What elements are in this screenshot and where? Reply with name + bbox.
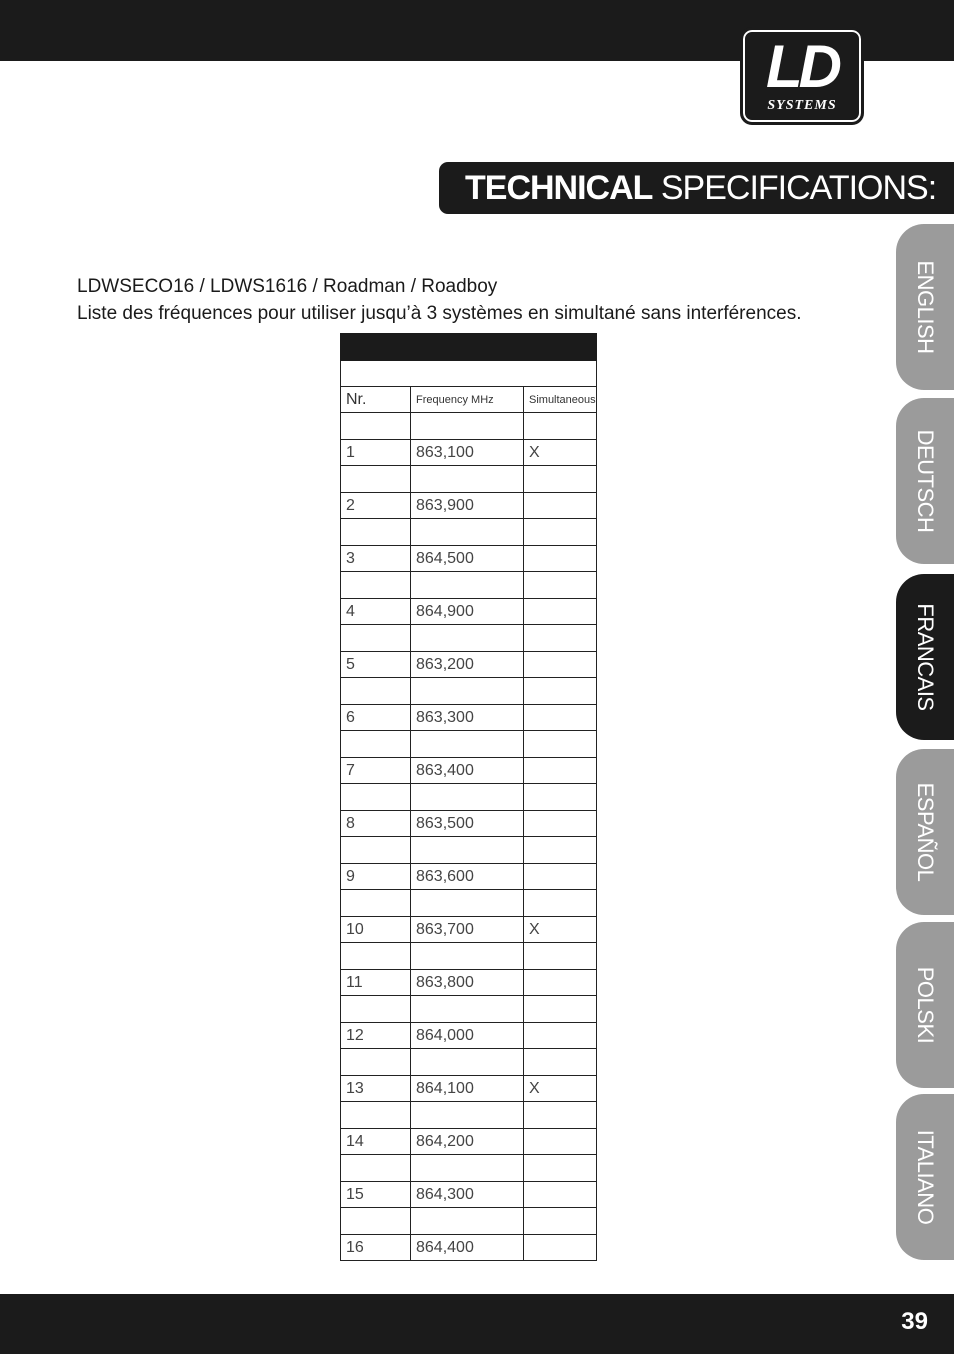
table-row [341,1076,597,1102]
section-title-light: SPECIFICATIONS: [652,169,937,207]
section-title-banner [439,162,954,214]
language-tab-deutsch[interactable] [896,398,954,564]
cell-simultaneous [524,1182,597,1208]
cell-frequency: 864,000 [411,1023,524,1049]
cell-simultaneous: X [524,1076,597,1102]
language-tab-label: ENGLISH [913,260,938,354]
cell-nr: 11 [341,970,411,996]
cell-frequency: 863,500 [411,811,524,837]
frequency-table [340,333,597,1261]
cell-simultaneous [524,546,597,572]
table-row [341,970,597,996]
cell-simultaneous [524,864,597,890]
cell-simultaneous [524,1129,597,1155]
section-title-bold: TECHNICAL [465,169,653,207]
table-spacer-row [341,1102,597,1129]
table-spacer-row [341,466,597,493]
cell-simultaneous [524,1235,597,1261]
table-spacer-row [341,519,597,546]
cell-nr: 1 [341,440,411,466]
cell-simultaneous [524,811,597,837]
table-spacer-row [341,731,597,758]
table-row [341,705,597,731]
cell-frequency: 863,100 [411,440,524,466]
cell-nr: 4 [341,599,411,625]
cell-frequency: 863,600 [411,864,524,890]
cell-frequency: 864,900 [411,599,524,625]
language-tab-label: FRANCAIS [913,603,938,711]
cell-frequency: 863,200 [411,652,524,678]
table-spacer-row [341,1208,597,1235]
cell-nr: 9 [341,864,411,890]
table-header-blank [341,361,597,387]
table-row [341,1129,597,1155]
table-spacer-row [341,1155,597,1182]
cell-nr: 7 [341,758,411,784]
table-spacer-row [341,413,597,440]
table-spacer-row [341,678,597,705]
language-tab-español[interactable] [896,749,954,915]
table-spacer-row [341,837,597,864]
language-tab-label: ITALIANO [913,1129,938,1225]
cell-nr: 2 [341,493,411,519]
cell-nr: 15 [341,1182,411,1208]
frequency-note: Liste des fréquences pour utiliser jusqu’à 3 systèmes en simultané sans interférences. [77,303,802,324]
cell-frequency: 863,900 [411,493,524,519]
cell-frequency: 863,400 [411,758,524,784]
cell-nr: 8 [341,811,411,837]
table-row [341,864,597,890]
cell-frequency: 864,100 [411,1076,524,1102]
table-spacer-row [341,572,597,599]
table-header-bar [341,334,597,361]
logo-main-text: LD [766,33,838,100]
product-list: LDWSECO16 / LDWS1616 / Roadman / Roadboy [77,276,498,297]
table-row [341,811,597,837]
cell-simultaneous: X [524,440,597,466]
cell-frequency: 864,400 [411,1235,524,1261]
language-tab-label: POLSKI [913,966,938,1044]
table-row [341,1235,597,1261]
table-row [341,652,597,678]
table-row [341,758,597,784]
cell-simultaneous [524,652,597,678]
cell-frequency: 864,300 [411,1182,524,1208]
cell-simultaneous [524,758,597,784]
table-row [341,546,597,572]
table-column-headers [341,387,597,413]
table-spacer-row [341,943,597,970]
logo-sub-text: SYSTEMS [767,98,837,113]
table-spacer-row [341,784,597,811]
cell-frequency: 863,300 [411,705,524,731]
table-row [341,493,597,519]
table-spacer-row [341,996,597,1023]
cell-nr: 12 [341,1023,411,1049]
language-tab-label: ESPAÑOL [913,782,938,882]
col-header-simultaneous: Simultaneous [524,387,597,413]
cell-nr: 6 [341,705,411,731]
cell-frequency: 863,700 [411,917,524,943]
table-spacer-row [341,890,597,917]
table-row [341,1182,597,1208]
cell-nr: 14 [341,1129,411,1155]
ld-systems-logo [740,27,864,125]
table-spacer-row [341,625,597,652]
cell-simultaneous: X [524,917,597,943]
language-tab-label: DEUTSCH [913,429,938,533]
col-header-nr: Nr. [341,387,411,413]
cell-frequency: 864,200 [411,1129,524,1155]
language-tab-francais[interactable] [896,574,954,740]
table-row [341,1023,597,1049]
bottom-bar [0,1294,954,1354]
language-tab-polski[interactable] [896,922,954,1088]
language-tab-italiano[interactable] [896,1094,954,1260]
table-row [341,917,597,943]
cell-simultaneous [524,1023,597,1049]
cell-nr: 10 [341,917,411,943]
cell-simultaneous [524,493,597,519]
table-spacer-row [341,1049,597,1076]
cell-frequency: 863,800 [411,970,524,996]
intro-text [77,273,802,327]
language-tab-english[interactable] [896,224,954,390]
cell-simultaneous [524,599,597,625]
cell-nr: 13 [341,1076,411,1102]
cell-nr: 3 [341,546,411,572]
cell-nr: 16 [341,1235,411,1261]
table-row [341,440,597,466]
table-row [341,599,597,625]
page-number: 39 [901,1308,928,1335]
cell-simultaneous [524,705,597,731]
cell-simultaneous [524,970,597,996]
cell-frequency: 864,500 [411,546,524,572]
cell-nr: 5 [341,652,411,678]
col-header-frequency: Frequency MHz [411,387,524,413]
